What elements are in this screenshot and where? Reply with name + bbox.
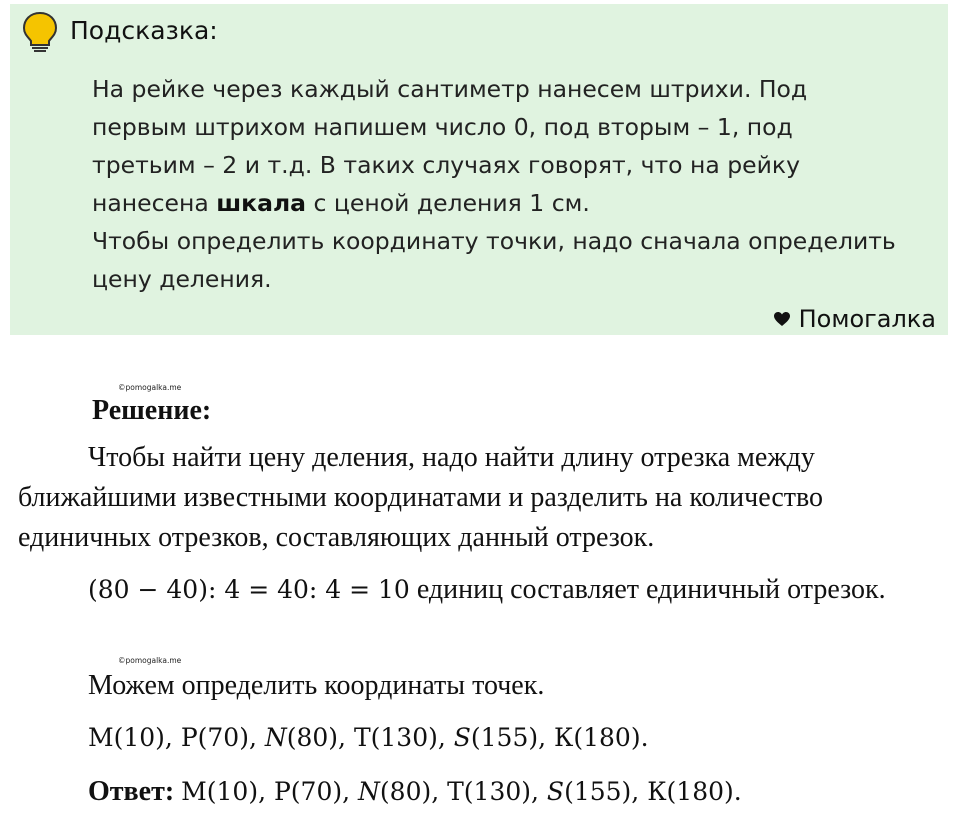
point-k: К(180). — [554, 723, 649, 752]
point-m: М(10), — [88, 723, 181, 752]
hint-line: Чтобы определить координату точки, надо сначала определить — [92, 227, 896, 255]
hint-line: На рейке через каждый сантиметр нанесем штрихи. Под — [92, 75, 808, 103]
point-m: М(10), — [181, 777, 274, 806]
hint-line — [92, 184, 942, 222]
point-s: (155), — [470, 723, 555, 752]
hint-box — [10, 4, 948, 335]
point-t: Т(130), — [353, 723, 454, 752]
hint-body — [92, 70, 942, 298]
point-t: Т(130), — [447, 777, 547, 806]
hint-text: с ценой деления 1 см. — [306, 189, 590, 217]
equation: (80 − 40): 4 = 40: 4 = 10 — [88, 575, 410, 604]
point-p: Р(70), — [180, 723, 265, 752]
point-s-label: S — [546, 777, 565, 806]
equation-line — [18, 570, 938, 610]
point-n: (80), — [286, 723, 354, 752]
solution-paragraph — [88, 666, 544, 706]
brand — [773, 305, 936, 333]
hint-title: Подсказка: — [70, 16, 218, 45]
hint-term-scale: шкала — [216, 189, 307, 217]
points-list — [88, 718, 649, 758]
point-n: (80), — [379, 777, 448, 806]
point-p: Р(70), — [273, 777, 359, 806]
watermark: ©pomogalka.me — [118, 656, 182, 665]
answer — [88, 772, 742, 812]
solution-text: Можем определить координаты точек. — [88, 670, 545, 701]
solution-equation — [18, 570, 938, 610]
watermark: ©pomogalka.me — [118, 383, 182, 392]
hint-line: первым штрихом напишем число 0, под вторым – 1, под — [92, 113, 793, 141]
hint-line: цену деления. — [92, 265, 272, 293]
solution-text: Чтобы найти цену деления, надо найти длину отрезка между ближайшими известными координатами и разделить на количество единичных отрезков, составляющих данный отрезок. — [18, 442, 824, 553]
point-s: (155), — [564, 777, 648, 806]
answer-label: Ответ: — [88, 776, 175, 807]
answer-points — [181, 777, 742, 806]
point-n-label: N — [264, 723, 287, 752]
lightbulb-icon — [20, 10, 60, 54]
equation-text: единиц составляет единичный отрезок. — [409, 574, 886, 605]
point-n-label: N — [358, 777, 380, 806]
solution-paragraph — [18, 438, 938, 558]
hint-line: третьим – 2 и т.д. В таких случаях говорят, что на рейку — [92, 151, 801, 179]
brand-name: Помогалка — [798, 305, 936, 333]
heart-icon — [773, 311, 791, 327]
point-k: К(180). — [647, 777, 742, 806]
hint-text: нанесена — [92, 189, 217, 217]
solution-title: Решение: — [92, 395, 212, 426]
point-s-label: S — [453, 723, 471, 752]
